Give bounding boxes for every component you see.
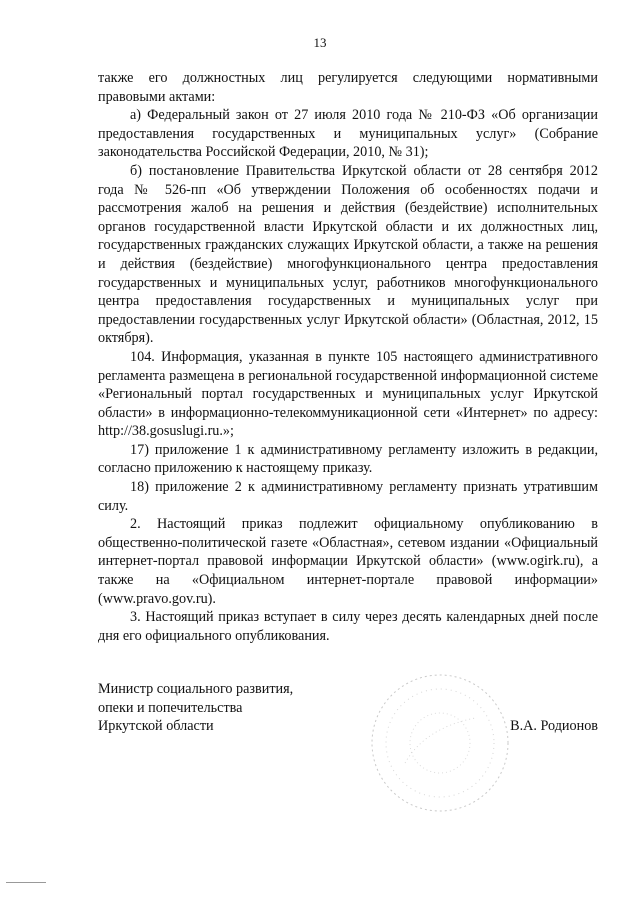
signatory-position-line-3: Иркутской области — [98, 718, 214, 735]
paragraph-continuation: также его должностных лиц регулируется следующими нормативными правовыми актами: — [98, 70, 598, 105]
paragraph-item-b: б) постановление Правительства Иркутской области от 28 сентября 2012 года № 526-пп «Об утверждении Положения об особенностях подачи и рассмотрения жалоб на решения и действия (бездействие) исполнительных органов государственной власти Иркутской области и их должностных лиц, государственных гражданских служащих Иркутской области, а также на решения и действия (бездействие) многофункционального центра предоставления государственных и муниципальных услуг, работников многофункционального центра предоставления государственных и муниципальных услуг при предоставлении государственных услуг Иркутской области» (Областная, 2012, 15 октября). — [98, 162, 598, 347]
paragraph-18: 18) приложение 2 к административному регламенту признать утратившим силу. — [98, 479, 598, 514]
signatory-position-line-2: опеки и попечительства — [98, 699, 243, 716]
paragraph-2: 2. Настоящий приказ подлежит официальному опубликованию в общественно-политической газете «Областная», сетевом издании «Официальный интернет-портал правовой информации Иркутской области» (www.ogirk.ru), а также на «Официальном интернет-портале правовой информации» (www.pravo.gov.ru). — [98, 516, 598, 607]
paragraph-item-a: а) Федеральный закон от 27 июля 2010 года № 210-ФЗ «Об организации предоставления государственных и муниципальных услуг» (Собрание законодательства Российской Федерации, 2010, № 31); — [98, 107, 598, 161]
paragraph-17: 17) приложение 1 к административному регламенту изложить в редакции, согласно приложению к настоящему приказу. — [98, 441, 598, 477]
paragraph-3: 3. Настоящий приказ вступает в силу через десять календарных дней после дня его официального опубликования. — [98, 609, 598, 644]
signature-block — [98, 680, 598, 736]
signatory-name: В.А. Родионов — [510, 718, 598, 734]
signatory-position-line-1: Министр социального развития, — [98, 681, 294, 697]
paragraph-104: 104. Информация, указанная в пункте 105 настоящего административного регламента размещена в региональной государственной информационной системе «Региональный портал государственных и муниципальных услуг Иркутской области» в информационно-телекоммуникационной сети «Интернет» по адресу: http://38.gosuslugi.ru.»; — [98, 348, 598, 440]
page-number: 13 — [313, 35, 327, 50]
footer-divider — [6, 882, 46, 883]
document-body — [98, 69, 598, 645]
